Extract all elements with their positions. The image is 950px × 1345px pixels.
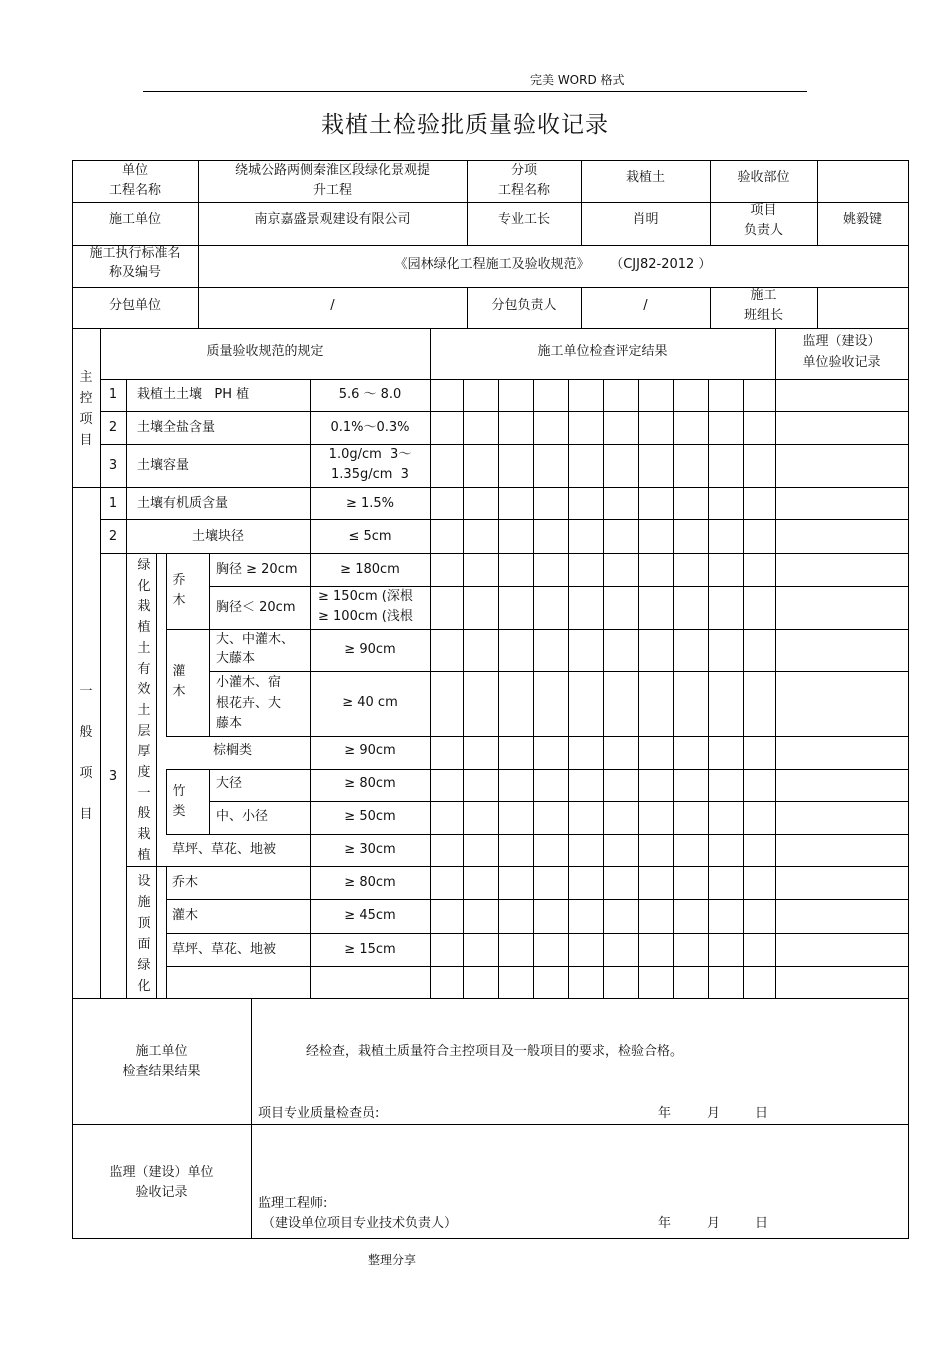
main-row-2-name: 土壤全盐含量 (137, 420, 216, 435)
check-result-text: 经检查，栽植土质量符合主控项目及一般项目的要求，检验合格。 (306, 1044, 684, 1059)
sub-mgr-value: / (643, 298, 648, 313)
category-general: 绿化栽植土有效土层厚度一般栽植 (137, 558, 151, 863)
bamboo-b-name: 中、小径 (216, 809, 269, 824)
part-label: 验收部位 (737, 170, 790, 185)
shrub-a-name: 大、中灌木、 大藤本 (216, 632, 295, 666)
sub-mgr-label: 分包负责人 (491, 298, 557, 313)
sub-value: 栽植土 (625, 170, 665, 185)
supervision-day: 日 (755, 1216, 769, 1231)
builder-label: 施工单位 (108, 212, 161, 227)
footer-text: 整理分享 (368, 1253, 417, 1267)
shrub-b-value: ≥ 40 cm (342, 695, 398, 710)
engineer-note: （建设单位项目专业技术负责人） (262, 1216, 458, 1231)
foreman-label: 专业工长 (497, 212, 550, 227)
general-row-1-no: 1 (108, 496, 118, 511)
general-row-1-value: ≥ 1.5% (345, 496, 395, 511)
roof-lawn-name: 草坪、草花、地被 (172, 942, 277, 957)
bamboo-a-value: ≥ 80cm (344, 776, 396, 791)
std-value: 《园林绿化工程施工及验收规范》 （CJJ82-2012 ） (394, 257, 712, 272)
inspector-label: 项目专业质量检查员: (258, 1106, 380, 1121)
main-row-1-no: 1 (108, 387, 118, 402)
bamboo-b-value: ≥ 50cm (344, 809, 396, 824)
main-row-1-name: 栽植土土壤 PH 植 (137, 387, 250, 402)
std-label: 施工执行标准名 称及编号 (89, 246, 181, 280)
arbor-b-value: ≥ 150cm (深根 ≥ 100cm (浅根 (318, 589, 413, 624)
check-month: 月 (707, 1106, 721, 1121)
builder-value: 南京嘉盛景观建设有限公司 (254, 212, 411, 227)
result-header: 施工单位检查评定结果 (537, 344, 668, 359)
general-row-1-name: 土壤有机质含量 (137, 496, 229, 511)
lawn-name: 草坪、草花、地被 (172, 842, 277, 857)
main-row-1-value: 5.6 ～ 8.0 (338, 387, 402, 402)
roof-shrub-value: ≥ 45cm (344, 908, 396, 923)
supervisor-header: 监理（建设） 单位验收记录 (802, 334, 881, 370)
unit-label: 单位 工程名称 (108, 163, 161, 198)
general-row-3-no: 3 (108, 769, 118, 784)
sub-label: 分项 工程名称 (497, 163, 550, 198)
page-title: 栽植土检验批质量验收记录 (321, 112, 609, 138)
main-row-3-no: 3 (108, 458, 118, 473)
subcontract-value: / (330, 298, 335, 313)
bamboo-a-name: 大径 (216, 776, 243, 791)
arbor-a-value: ≥ 180cm (340, 562, 400, 577)
team-label: 施工 班组长 (743, 288, 783, 323)
roof-arbor-value: ≥ 80cm (344, 875, 396, 890)
arbor-label: 乔木 (172, 573, 186, 608)
header-text: 完美 WORD 格式 (530, 73, 625, 87)
foreman-value: 肖明 (632, 212, 659, 227)
check-result-label: 施工单位 检查结果结果 (122, 1044, 201, 1079)
pm-value: 姚毅键 (842, 212, 882, 227)
shrub-b-name: 小灌木、宿 根花卉、大 藤本 (216, 675, 282, 731)
check-year: 年 (658, 1106, 672, 1121)
spec-header: 质量验收规范的规定 (206, 344, 324, 359)
bamboo-label: 竹类 (172, 784, 186, 819)
general-row-2-name: 土壤块径 (191, 529, 244, 544)
check-day: 日 (755, 1106, 769, 1121)
roof-shrub-name: 灌木 (172, 908, 199, 923)
main-row-3-value: 1.0g/cm 3～ 1.35g/cm 3 (328, 447, 412, 482)
roof-arbor-name: 乔木 (172, 875, 199, 890)
shrub-label: 灌木 (172, 664, 186, 699)
arbor-b-name: 胸径＜ 20cm (216, 600, 296, 615)
subcontract-label: 分包单位 (108, 298, 161, 313)
main-items-group: 主控项目 (79, 370, 93, 448)
general-row-2-value: ≤ 5cm (348, 529, 392, 544)
palm-value: ≥ 90cm (344, 743, 396, 758)
main-row-2-no: 2 (108, 420, 118, 435)
roof-lawn-value: ≥ 15cm (344, 942, 396, 957)
supervision-label: 监理（建设）单位 验收记录 (109, 1165, 214, 1200)
palm-name: 棕榈类 (213, 743, 253, 758)
lawn-value: ≥ 30cm (344, 842, 396, 857)
engineer-label: 监理工程师: (258, 1196, 328, 1211)
general-row-2-no: 2 (108, 529, 118, 544)
general-items-group: 一般项目 (79, 684, 93, 822)
main-row-2-value: 0.1%～0.3% (330, 420, 410, 435)
category-roof: 设施顶面绿化 (137, 874, 151, 994)
arbor-a-name: 胸径 ≥ 20cm (216, 562, 298, 577)
pm-label: 项目 负责人 (743, 203, 783, 238)
supervision-month: 月 (707, 1216, 721, 1231)
unit-value: 绕城公路两侧秦淮区段绿化景观提 升工程 (234, 163, 430, 198)
supervision-year: 年 (658, 1216, 672, 1231)
shrub-a-value: ≥ 90cm (344, 642, 396, 657)
main-row-3-name: 土壤容量 (137, 458, 190, 473)
